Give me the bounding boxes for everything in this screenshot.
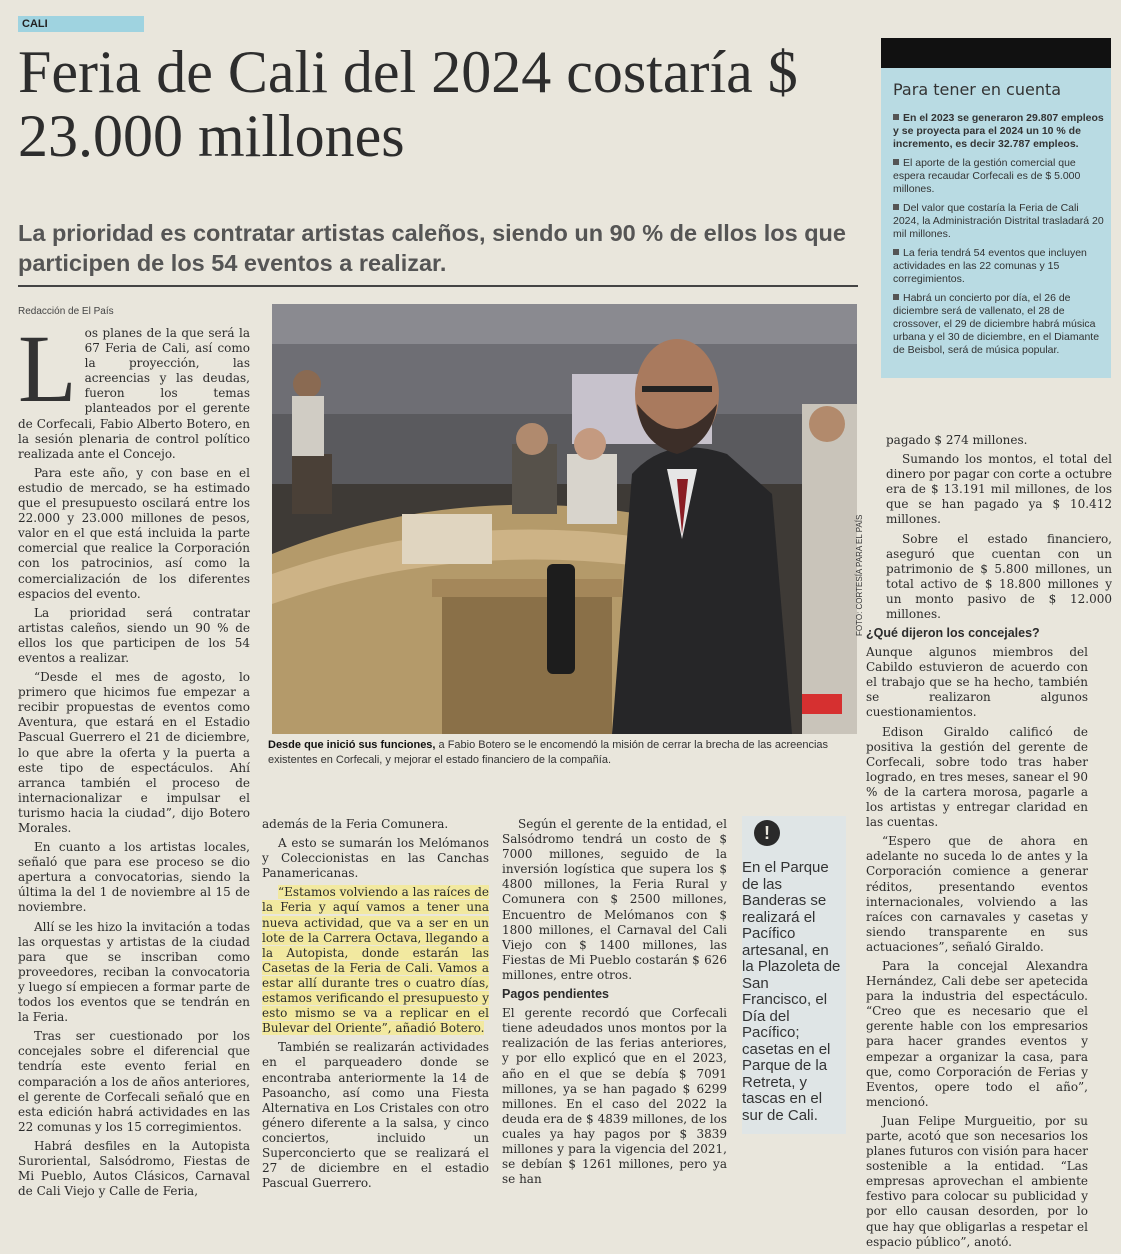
- paragraph: pagado $ 274 millones.: [886, 433, 1028, 447]
- bullet-square-icon: [893, 114, 899, 120]
- sidebar-item: Habrá un concierto por día, el 26 de diciembre será de vallenato, el 28 de crossover, el 29 de diciembre habrá música urbana y el 30 de diciembre, en el Diamante de Beisbol, será de música popular.: [893, 292, 1100, 356]
- sidebar-item: El aporte de la gestión comercial que espera recaudar Corfecali es de $ 5.000 millones.: [893, 157, 1081, 195]
- sidebar-item: En el 2023 se generaron 29.807 empleos y se proyecta para el 2024 un 10 % de incremento, es decir 32.787 empleos.: [893, 112, 1104, 150]
- paragraph: Sumando los montos, el total del dinero por pagar con corte a octubre era de $ 13.191 mil millones, de los que se han pagado ya $ 10.412 millones.: [886, 452, 1112, 527]
- paragraph: además de la Feria Comunera.: [262, 817, 449, 831]
- paragraph: Para la concejal Alexandra Hernández, Cali debe ser apetecida para la industria del espectáculo. “Creo que es necesario que el gerente hable con los empresarios para hacer grandes eventos y empezar a organizar la casa, para que, como Corporación de Ferias y Eventos, opere todo el año”, mencionó.: [866, 958, 1088, 1109]
- divider: [18, 285, 858, 287]
- sidebar-item: Del valor que costaría la Feria de Cali 2024, la Administración Distrital trasladará 20 mil millones.: [893, 202, 1104, 240]
- paragraph: Allí se les hizo la invitación a todas las orquestas y artistas de la ciudad para que se inscriban como proveedores, reciban la convocatoria y luego sí empiecen a formar parte de todos los eventos que se tendrán en la Feria.: [18, 919, 250, 1025]
- paragraph: “Desde el mes de agosto, lo primero que hicimos fue empezar a recibir propuestas de eventos como Aventura, que estará en el Estadio Pascual Guerrero el 21 de diciembre, lo que abre la oferta y la puerta a este tipo de espectáculos. Ahí arranca también el proceso de internacionalizar e impulsar el turismo hacia la ciudad”, dijo Botero Morales.: [18, 670, 250, 835]
- subtitle-pagos: Pagos pendientes: [502, 987, 609, 1002]
- subtitle-concejales: ¿Qué dijeron los concejales?: [866, 626, 1040, 640]
- paragraph: Aunque algunos miembros del Cabildo estuvieron de acuerdo con el trabajo que se ha hecho, también se realizaron algunos cuestionamientos.: [866, 645, 1088, 720]
- byline: Redacción de El País: [18, 306, 114, 317]
- photo-credit: FOTO: CORTESÍA PARA EL PAÍS: [855, 514, 864, 636]
- bullet-square-icon: [893, 159, 899, 165]
- exclamation-icon: !: [754, 820, 780, 846]
- paragraph: Juan Felipe Murgueitio, por su parte, acotó que son necesarios los planes futuros con visión para hacer sostenible a la entidad. “Las empresas aprovechan el ambiente festivo para colocar su publicidad y por ello causan desorden, por lo que hay que obligarlas a respetar el espacio público”, anotó.: [866, 1113, 1088, 1249]
- article-column-1: Los planes de la que será la 67 Feria de Cali, así como la proyección, las acreencias y las deudas, fueron los temas planteados por el gerente de Corfecali, Fabio Alberto Botero, en la sesión plenaria de control político realizada ante el Concejo. Para este año, y con base en el estudio de mercado, se ha estimado que el presupuesto oscilará entre los 22.000 y 23.000 millones de pesos, valor en el que está incluida la parte comercial que realice la Corporación con los patrocinios, así como la comercialización de los diferentes espacios del evento. La prioridad será contratar artistas caleños, siendo un 90 % de ellos los que participen de los 54 eventos a realizar. “Desde el mes de agosto, lo primero que hicimos fue empezar a recibir propuestas de eventos como Aventura, que estará en el Estadio Pascual Guerrero el 21 de diciembre, lo que abre la oferta y la puerta a este tipo de espectáculos. Ahí arranca también el proceso de internacionalizar e impulsar el turismo hacia la ciudad”, dijo Botero Morales. En cuanto a los artistas locales, señaló que para ese proceso se dio apertura a convocatorias, siendo la última la del 1 de noviembre al 15 de noviembre. Allí se les hizo la invitación a todas las orquestas y artistas de la ciudad para que se inscriban como proveedores, reciban la convocatoria y luego sí empiecen a formar parte de todos los eventos que se tendrán en la Feria. Tras ser cuestionado por los concejales sobre el diferencial que tendría este evento ferial en comparación a los de años anteriores, el gerente de Corfecali señaló que en esta edición habrá actividades en las 22 comunas y los 15 corregimientos. Habrá desfiles en la Autopista Suroriental, Salsódromo, Fiestas de Mi Pueblo, Autos Clásicos, Carnaval de Cali Viejo y Calle de Feria,: [18, 315, 250, 1199]
- paragraph: La prioridad será contratar artistas caleños, siendo un 90 % de ellos los que participen de los 54 eventos a realizar.: [18, 605, 250, 665]
- paragraph: Para este año, y con base en el estudio de mercado, se ha estimado que el presupuesto oscilará entre los 22.000 y 23.000 millones de pesos, valor en el que está incluida la parte comercial que realice la Corporación con los patrocinios, así como la comercialización de los diferentes espacios del evento.: [18, 465, 250, 601]
- pullquote-text: En el Parque de las Banderas se realizará el Pacífico artesanal, en la Plazoleta de San Francisco, el Día del Pacífico; casetas en el Parque de la Retreta, y tascas en el sur de Cali.: [742, 859, 841, 1124]
- bullet-square-icon: [893, 204, 899, 210]
- sidebar-title: Para tener en cuenta: [893, 80, 1062, 99]
- paragraph: A esto se sumarán los Melómanos y Coleccionistas en las Canchas Panamericanas.: [262, 836, 489, 881]
- bullet-square-icon: [893, 249, 899, 255]
- photo-caption: Desde que inició sus funciones, a Fabio Botero se le encomendó la misión de cerrar la brecha de las acreencias existentes en Corfecali, y mejorar el estado financiero de la compañía.: [268, 739, 829, 766]
- paragraph: Tras ser cuestionado por los concejales sobre el diferencial que tendría este evento ferial en comparación a los de años anteriores, el gerente de Corfecali señaló que en esta edición habrá actividades en las 22 comunas y los 15 corregimientos.: [18, 1029, 250, 1134]
- bullet-square-icon: [893, 294, 899, 300]
- council-session-photo: [272, 304, 857, 734]
- paragraph: El gerente recordó que Corfecali tiene adeudados unos montos por la realización de las ferias anteriores, y por ello explicó que en el 2023, año en el que se debía $ 7091 millones, ya se han pagado $ 6299 millones. En el caso del 2022 la deuda era de $ 4839 millones, de los cuales ya hay pagos por $ 3839 millones y para la vigencia del 2021, se debían $ 1261 millones, pero ya se han: [502, 1006, 727, 1187]
- section-tag: CALI: [18, 16, 144, 32]
- article-column-2: [262, 817, 489, 1195]
- paragraph: Según el gerente de la entidad, el Salsódromo tendrá un costo de $ 7000 millones, seguido de la inversión logística que supera los $ 4800 millones, la Feria Rural y Comunera con $ 2500 millones, Encuentro de Melómanos con $ 1800 millones, el Carnaval del Cali Viejo con $ 1400 millones, las Fiestas de Mi Pueblo costarán $ 626 millones, entre otros.: [502, 817, 727, 982]
- article-column-5: [866, 626, 1088, 1254]
- paragraph: “Espero que de ahora en adelante no suceda lo de antes y la Corporación comience a generar réditos, presentando eventos internacionales, volviendo a las raíces con carnavales y casetas y siendo transparente en sus actuaciones”, señaló Giraldo.: [866, 834, 1088, 954]
- article-photo: [272, 304, 857, 734]
- paragraph: Edison Giraldo calificó de positiva la gestión del gerente de Corfecali, sobre todo tras haber logrado, en tres meses, sanear el 90 % de la cartera morosa, pagarle a los artistas y entregar claridad en las cuentas.: [866, 724, 1088, 830]
- sidebar-item: La feria tendrá 54 eventos que incluyen actividades en las 22 comunas y 15 corregimientos.: [893, 247, 1087, 285]
- paragraph: También se realizarán actividades en el parqueadero donde se encontraba anteriormente la 14 de Pasoancho, así como una Fiesta Alternativa en Los Cristales con otro género diferente a la salsa, y cinco conciertos, incluido un Superconcierto que se realizará el 27 de diciembre en el estadio Pascual Guerrero.: [262, 1040, 489, 1191]
- paragraph: Habrá desfiles en la Autopista Suroriental, Salsódromo, Fiestas de Mi Pueblo, Autos Clásicos, Carnaval de Cali Viejo y Calle de Feria,: [18, 1138, 250, 1199]
- subheadline: La prioridad es contratar artistas caleños, siendo un 90 % de ellos los que participen de los 54 eventos a realizar.: [18, 220, 846, 276]
- article-column-3: [502, 817, 727, 1191]
- drop-cap: L: [18, 315, 77, 422]
- article-column-4: [886, 433, 1112, 626]
- highlighted-quote: “Estamos volviendo a las raíces de la Feria y aquí vamos a tener una nueva actividad, que va a ser en un lote de la Carrera Octava, llegando a la Autopista, donde estarán las Casetas de la Feria de Cali. Vamos a estar allí durante tres o cuatro días, estamos verificando el presupuesto y esto mismo se va a replicar en el Bulevar del Oriente”, añadió Botero.: [262, 885, 489, 1036]
- headline: Feria de Cali del 2024 costaría $ 23.000 millones: [18, 39, 798, 169]
- paragraph: En cuanto a los artistas locales, señaló que para ese proceso se dio apertura a convocatorias, siendo la última la del 1 de noviembre al 15 de noviembre.: [18, 840, 250, 915]
- sidebar-top-bar: [881, 38, 1111, 68]
- sidebar-list: [893, 112, 1105, 363]
- paragraph: Sobre el estado financiero, aseguró que cuentan con un patrimonio de $ 5.800 millones, un total activo de $ 18.800 millones y un monto pasivo de $ 12.000 millones.: [886, 531, 1112, 622]
